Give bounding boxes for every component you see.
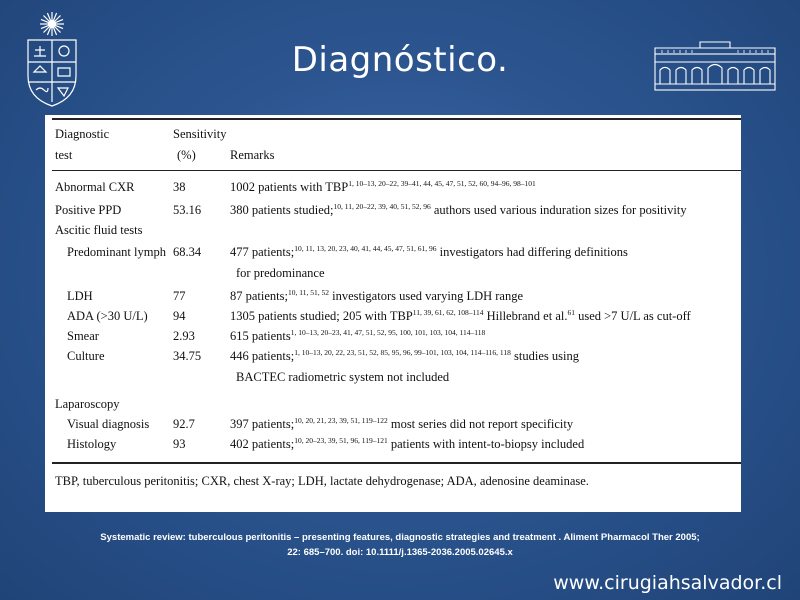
row-remarks bbox=[230, 244, 628, 260]
reference-numbers: 1, 10–13, 20, 22, 23, 51, 52, 85, 95, 96, 99–101, 103, 104, 114–116, 118 bbox=[294, 348, 511, 357]
row-remarks bbox=[230, 202, 687, 218]
row-test: LDH bbox=[67, 289, 93, 303]
reference-numbers: 10, 20, 21, 23, 39, 51, 119–122 bbox=[294, 416, 388, 425]
row-sensitivity: 53.16 bbox=[173, 203, 202, 217]
remark-text: studies using bbox=[510, 349, 579, 363]
row-test: Ascitic fluid tests bbox=[55, 223, 143, 237]
row-remarks bbox=[230, 308, 691, 324]
row-remarks bbox=[230, 348, 579, 364]
table-bottom-rule bbox=[52, 462, 741, 464]
remark-text: patients with intent-to-biopsy included bbox=[387, 437, 585, 451]
reference-numbers: 10, 11, 20–22, 39, 40, 51, 52, 96 bbox=[333, 202, 431, 211]
row-sensitivity: 92.7 bbox=[173, 417, 195, 431]
remark-text: 397 patients; bbox=[230, 417, 295, 431]
row-remarks bbox=[230, 436, 584, 452]
row-remarks bbox=[230, 288, 523, 304]
remark-text: 402 patients; bbox=[230, 437, 295, 451]
header-bottom-rule bbox=[52, 170, 741, 171]
row-test: Laparoscopy bbox=[55, 397, 120, 411]
row-test: Abnormal CXR bbox=[55, 180, 135, 194]
reference-numbers: 10, 20–23, 39, 51, 96, 119–121 bbox=[294, 436, 388, 445]
row-sensitivity: 2.93 bbox=[173, 329, 195, 343]
remark-text: 380 patients studied; bbox=[230, 203, 334, 217]
header-remarks: Remarks bbox=[230, 148, 275, 162]
row-remarks bbox=[236, 265, 325, 281]
source-citation bbox=[45, 530, 755, 560]
remark-text: for predominance bbox=[236, 266, 325, 280]
row-test: Histology bbox=[67, 437, 117, 451]
remark-text: 446 patients; bbox=[230, 349, 295, 363]
remark-text: 477 patients; bbox=[230, 245, 295, 259]
row-remarks bbox=[236, 369, 449, 385]
remark-text: used >7 U/L as cut-off bbox=[574, 309, 691, 323]
remark-text: investigators had differing definitions bbox=[436, 245, 628, 259]
header-percent: (%) bbox=[177, 148, 196, 162]
row-test: Predominant lymph bbox=[67, 245, 166, 259]
citation-line-2: 22: 685–700. doi: 10.1111/j.1365-2036.2005.02645.x bbox=[287, 547, 513, 558]
reference-numbers: 1, 10–13, 20–22, 39–41, 44, 45, 47, 51, 52, 60, 94–96, 98–101 bbox=[348, 179, 536, 188]
citation-line-1: Systematic review: tuberculous peritonitis – presenting features, diagnostic strategies and treatment . Aliment Pharmacol Ther 2005; bbox=[100, 532, 700, 543]
remark-text: BACTEC radiometric system not included bbox=[236, 370, 450, 384]
row-sensitivity: 94 bbox=[173, 309, 186, 323]
row-test: ADA (>30 U/L) bbox=[67, 309, 148, 323]
remark-text: 1002 patients with TBP bbox=[230, 180, 349, 194]
diagnostic-table bbox=[45, 115, 741, 512]
row-remarks bbox=[230, 179, 536, 195]
row-sensitivity: 93 bbox=[173, 437, 186, 451]
row-test: Culture bbox=[67, 349, 105, 363]
remark-text: 1305 patients studied; 205 with TBP bbox=[230, 309, 413, 323]
reference-numbers: 10, 11, 13, 20, 23, 40, 41, 44, 45, 47, 51, 61, 96 bbox=[294, 244, 437, 253]
slide-title: Diagnóstico. bbox=[291, 40, 509, 80]
remark-text: 87 patients; bbox=[230, 289, 288, 303]
row-remarks bbox=[230, 328, 485, 344]
reference-numbers: 61 bbox=[567, 308, 575, 317]
website-url: www.cirugiahsalvador.cl bbox=[553, 572, 782, 594]
remark-text: investigators used varying LDH range bbox=[328, 289, 524, 303]
row-sensitivity: 68.34 bbox=[173, 245, 202, 259]
header-sensitivity: Sensitivity bbox=[173, 127, 227, 141]
remark-text: Hillebrand et al. bbox=[483, 309, 568, 323]
remark-text: authors used various induration sizes for positivity bbox=[430, 203, 687, 217]
row-test: Positive PPD bbox=[55, 203, 122, 217]
row-sensitivity: 77 bbox=[173, 289, 186, 303]
header-test: test bbox=[55, 148, 73, 162]
row-sensitivity: 34.75 bbox=[173, 349, 202, 363]
reference-numbers: 11, 39, 61, 62, 108–114 bbox=[412, 308, 484, 317]
table-top-rule bbox=[52, 118, 741, 120]
remark-text: 615 patients bbox=[230, 329, 291, 343]
header-diagnostic: Diagnostic bbox=[55, 127, 110, 141]
remark-text: most series did not report specificity bbox=[387, 417, 574, 431]
reference-numbers: 1, 10–13, 20–23, 41, 47, 51, 52, 95, 100, 101, 103, 104, 114–118 bbox=[290, 328, 486, 337]
row-test: Visual diagnosis bbox=[67, 417, 150, 431]
row-sensitivity: 38 bbox=[173, 180, 186, 194]
reference-numbers: 10, 11, 51, 52 bbox=[287, 288, 329, 297]
row-remarks bbox=[230, 416, 573, 432]
table-footnote: TBP, tuberculous peritonitis; CXR, chest X-ray; LDH, lactate dehydrogenase; ADA, adenosine deaminase. bbox=[55, 474, 589, 488]
row-test: Smear bbox=[67, 329, 99, 343]
